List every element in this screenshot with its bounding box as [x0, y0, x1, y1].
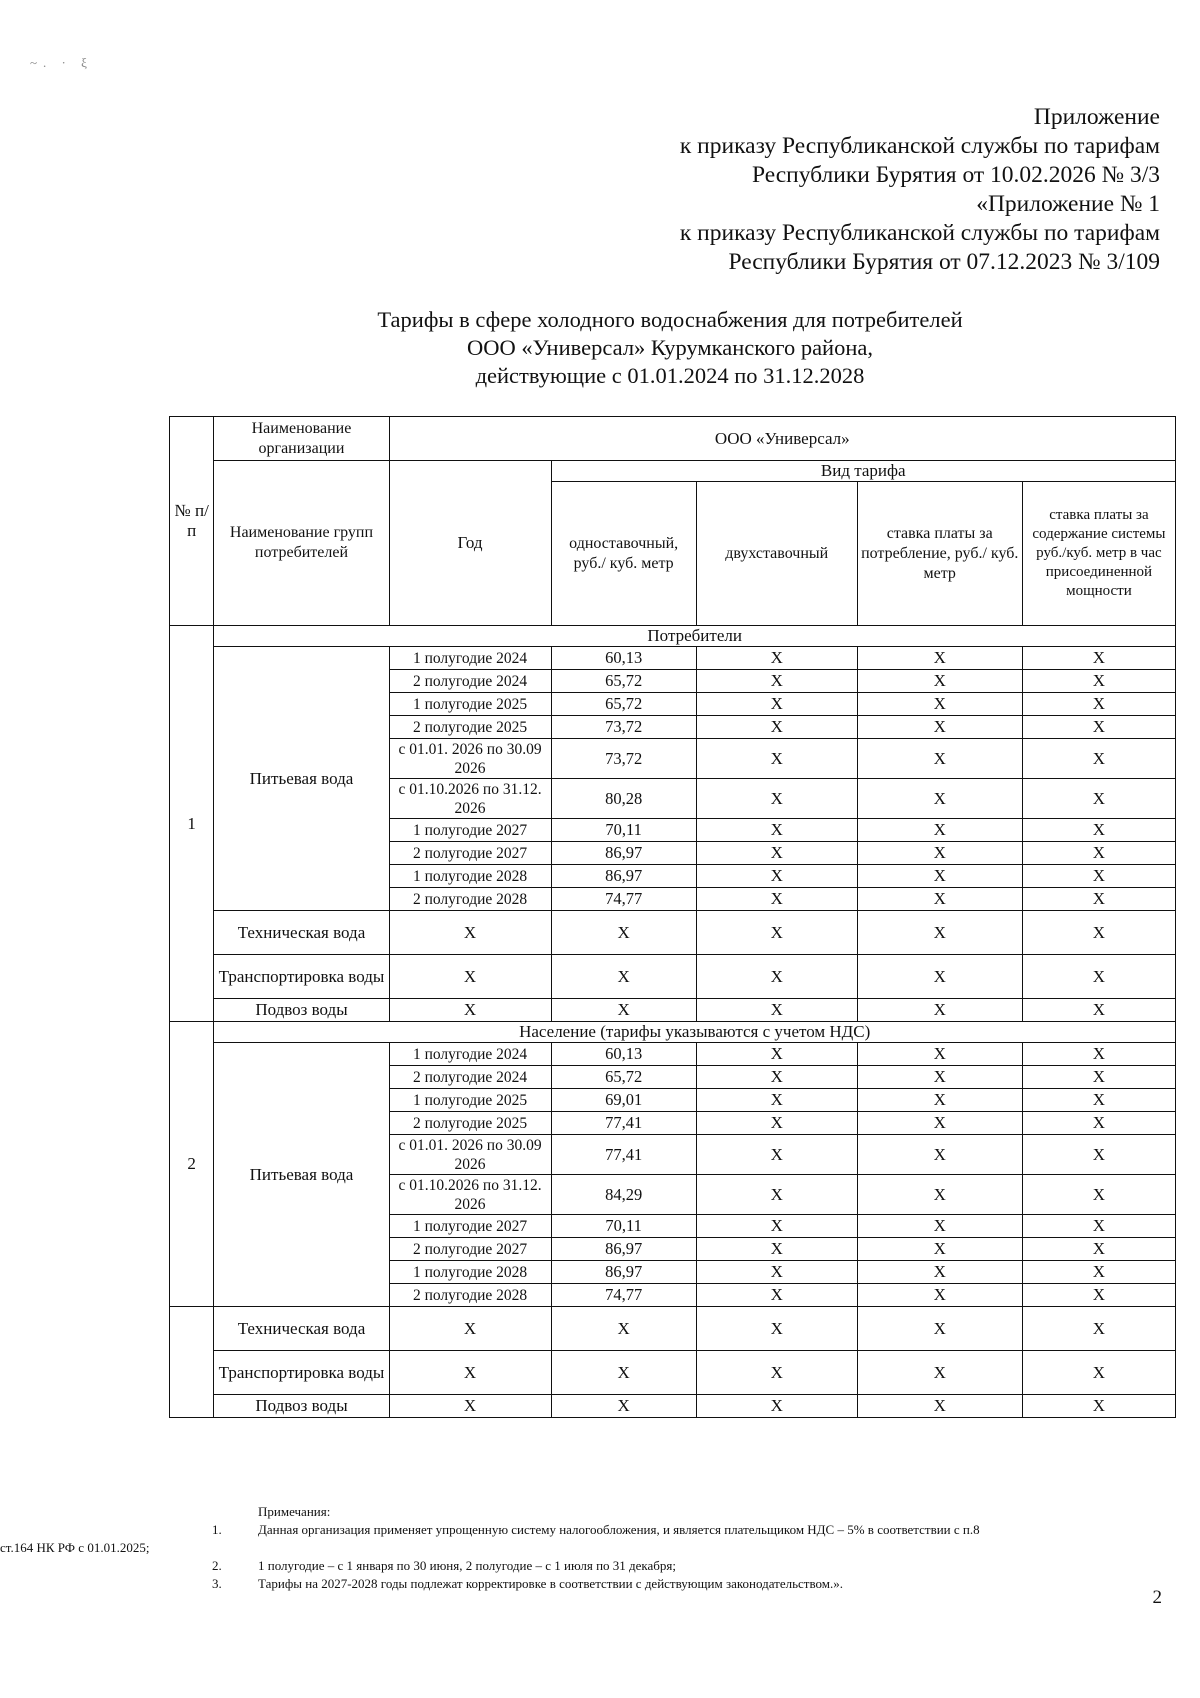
single-rate-value: 70,11: [551, 1215, 696, 1238]
period-cell: 1 полугодие 2025: [389, 1089, 551, 1112]
capacity-rate-value: X: [1022, 819, 1175, 842]
two-rate-value: X: [696, 1066, 857, 1089]
consumption-rate-value: X: [857, 670, 1022, 693]
capacity-rate-value: X: [1022, 1112, 1175, 1135]
period-cell: 2 полугодие 2028: [389, 888, 551, 911]
header-line: Республики Бурятия от 10.02.2026 № 3/3: [751, 162, 1160, 188]
single-rate-value: 73,72: [551, 716, 696, 739]
period-cell: 1 полугодие 2027: [389, 819, 551, 842]
section-number: 1: [170, 626, 214, 1022]
two-rate-value: X: [696, 1261, 857, 1284]
two-rate-value: X: [696, 670, 857, 693]
note-item: [0, 1521, 1176, 1557]
note-number: 1.: [212, 1522, 222, 1537]
header-line: к приказу Республиканской службы по тарифам: [679, 220, 1160, 246]
note-item: [186, 1575, 1176, 1593]
table-row: [170, 647, 1176, 670]
single-rate-value: 65,72: [551, 693, 696, 716]
period-cell: 2 полугодие 2027: [389, 842, 551, 865]
two-rate-value: X: [696, 1175, 857, 1215]
period-cell: с 01.01. 2026 по 30.09 2026: [389, 739, 551, 779]
tariff-table: [169, 416, 1176, 1418]
single-rate-value: 60,13: [551, 1043, 696, 1066]
single-rate-value: 86,97: [551, 1261, 696, 1284]
capacity-rate-value: X: [1022, 693, 1175, 716]
single-rate-value: 74,77: [551, 888, 696, 911]
group-drinking-water: Питьевая вода: [214, 1043, 389, 1307]
two-rate-value: X: [696, 647, 857, 670]
capacity-rate-value: X: [1022, 739, 1175, 779]
single-rate-value: 84,29: [551, 1175, 696, 1215]
consumption-rate-header: ставка платы за потребление, руб./ куб. метр: [857, 482, 1022, 626]
consumption-rate-value: X: [857, 779, 1022, 819]
group-label: Техническая вода: [214, 1307, 389, 1351]
capacity-rate-header: ставка платы за содержание системы руб./куб. метр в час присоединенной мощности: [1022, 482, 1175, 626]
note-number: 2.: [212, 1558, 222, 1573]
consumption-rate-value: X: [857, 647, 1022, 670]
capacity-rate-value: X: [1022, 1284, 1175, 1307]
single-rate-value: 77,41: [551, 1112, 696, 1135]
period-cell: 2 полугодие 2025: [389, 716, 551, 739]
capacity-rate-value: X: [1022, 999, 1175, 1022]
group-drinking-water: Питьевая вода: [214, 647, 389, 911]
two-rate-value: X: [696, 693, 857, 716]
notes-heading: Примечания:: [258, 1504, 331, 1519]
single-rate-value: X: [551, 1351, 696, 1395]
capacity-rate-value: X: [1022, 1238, 1175, 1261]
single-rate-value: 86,97: [551, 865, 696, 888]
table-row: [170, 999, 1176, 1022]
single-rate-value: 80,28: [551, 779, 696, 819]
two-rate-value: X: [696, 819, 857, 842]
capacity-rate-value: X: [1022, 670, 1175, 693]
table-row: [170, 1351, 1176, 1395]
period-cell: 1 полугодие 2028: [389, 865, 551, 888]
consumption-rate-value: X: [857, 819, 1022, 842]
table-row: [170, 1395, 1176, 1418]
single-rate-value: 65,72: [551, 1066, 696, 1089]
period-cell: 1 полугодие 2024: [389, 1043, 551, 1066]
two-rate-value: X: [696, 739, 857, 779]
consumption-rate-value: X: [857, 842, 1022, 865]
capacity-rate-value: X: [1022, 1215, 1175, 1238]
consumption-rate-value: X: [857, 693, 1022, 716]
consumption-rate-value: X: [857, 1261, 1022, 1284]
consumption-rate-value: X: [857, 1284, 1022, 1307]
consumption-rate-value: X: [857, 1307, 1022, 1351]
page-number: 2: [1152, 1587, 1162, 1608]
title-line: действующие с 01.01.2024 по 31.12.2028: [475, 363, 865, 388]
single-rate-value: 86,97: [551, 1238, 696, 1261]
period-cell: 2 полугодие 2024: [389, 670, 551, 693]
period-cell: 2 полугодие 2025: [389, 1112, 551, 1135]
single-rate-value: X: [551, 1395, 696, 1418]
single-rate-value: 69,01: [551, 1089, 696, 1112]
period-cell: 1 полугодие 2027: [389, 1215, 551, 1238]
single-rate-value: X: [551, 911, 696, 955]
two-rate-header: двухставочный: [696, 482, 857, 626]
note-text: Тарифы на 2027-2028 годы подлежат корректировке в соответствии с действующим законодательством.».: [258, 1576, 843, 1591]
header-line: к приказу Республиканской службы по тарифам: [679, 133, 1160, 159]
year-value: X: [389, 1351, 551, 1395]
tariff-kind-header: Вид тарифа: [551, 461, 1175, 482]
capacity-rate-value: X: [1022, 911, 1175, 955]
two-rate-value: X: [696, 779, 857, 819]
consumption-rate-value: X: [857, 865, 1022, 888]
capacity-rate-value: X: [1022, 1066, 1175, 1089]
period-cell: 2 полугодие 2027: [389, 1238, 551, 1261]
capacity-rate-value: X: [1022, 1043, 1175, 1066]
two-rate-value: X: [696, 842, 857, 865]
single-rate-value: 74,77: [551, 1284, 696, 1307]
note-text-continued: ст.164 НК РФ с 01.01.2025;: [0, 1540, 150, 1555]
table-row: [170, 1307, 1176, 1351]
period-cell: с 01.01. 2026 по 30.09 2026: [389, 1135, 551, 1175]
groups-label-header: Наименование групп потребителей: [214, 461, 389, 626]
consumption-rate-value: X: [857, 1112, 1022, 1135]
year-value: X: [389, 1395, 551, 1418]
year-value: X: [389, 999, 551, 1022]
capacity-rate-value: X: [1022, 647, 1175, 670]
notes: [0, 1503, 1176, 1593]
two-rate-value: X: [696, 716, 857, 739]
two-rate-value: X: [696, 888, 857, 911]
two-rate-value: X: [696, 911, 857, 955]
single-rate-value: 70,11: [551, 819, 696, 842]
header-line: «Приложение № 1: [976, 191, 1160, 217]
two-rate-value: X: [696, 1135, 857, 1175]
year-value: X: [389, 955, 551, 999]
year-value: X: [389, 1307, 551, 1351]
table-row: [170, 955, 1176, 999]
consumption-rate-value: X: [857, 999, 1022, 1022]
section-title-row: [170, 1022, 1176, 1043]
consumption-rate-value: X: [857, 1238, 1022, 1261]
capacity-rate-value: X: [1022, 888, 1175, 911]
col-number-header: № п/п: [170, 417, 214, 626]
consumption-rate-value: X: [857, 1215, 1022, 1238]
table-row: [170, 1043, 1176, 1066]
capacity-rate-value: X: [1022, 716, 1175, 739]
two-rate-value: X: [696, 1395, 857, 1418]
consumption-rate-value: X: [857, 716, 1022, 739]
single-rate-value: 60,13: [551, 647, 696, 670]
single-rate-value: X: [551, 955, 696, 999]
two-rate-value: X: [696, 1112, 857, 1135]
two-rate-value: X: [696, 1284, 857, 1307]
capacity-rate-value: X: [1022, 1089, 1175, 1112]
two-rate-value: X: [696, 1307, 857, 1351]
capacity-rate-value: X: [1022, 779, 1175, 819]
section-title: Потребители: [214, 626, 1176, 647]
two-rate-value: X: [696, 1215, 857, 1238]
capacity-rate-value: X: [1022, 1175, 1175, 1215]
section-number-empty: [170, 1307, 214, 1418]
two-rate-value: X: [696, 1043, 857, 1066]
single-rate-value: 73,72: [551, 739, 696, 779]
capacity-rate-value: X: [1022, 955, 1175, 999]
two-rate-value: X: [696, 1089, 857, 1112]
period-cell: 2 полугодие 2024: [389, 1066, 551, 1089]
note-text: Данная организация применяет упрощенную систему налогообложения, и является плательщиком НДС – 5% в соответствии с п.8: [258, 1522, 980, 1537]
org-label-header: Наименование организации: [214, 417, 389, 461]
capacity-rate-value: X: [1022, 1395, 1175, 1418]
table-row: [170, 911, 1176, 955]
consumption-rate-value: X: [857, 955, 1022, 999]
consumption-rate-value: X: [857, 911, 1022, 955]
capacity-rate-value: X: [1022, 1135, 1175, 1175]
group-label: Транспортировка воды: [214, 955, 389, 999]
consumption-rate-value: X: [857, 1066, 1022, 1089]
document-title: [140, 306, 1200, 390]
header-line: Республики Бурятия от 07.12.2023 № 3/109: [728, 249, 1160, 275]
two-rate-value: X: [696, 955, 857, 999]
consumption-rate-value: X: [857, 1135, 1022, 1175]
single-rate-value: X: [551, 999, 696, 1022]
period-cell: 1 полугодие 2024: [389, 647, 551, 670]
section-number: 2: [170, 1022, 214, 1307]
period-cell: с 01.10.2026 по 31.12. 2026: [389, 779, 551, 819]
note-item: [186, 1557, 1176, 1575]
two-rate-value: X: [696, 1351, 857, 1395]
capacity-rate-value: X: [1022, 1351, 1175, 1395]
two-rate-value: X: [696, 1238, 857, 1261]
document-header: [460, 103, 1160, 277]
period-cell: с 01.10.2026 по 31.12. 2026: [389, 1175, 551, 1215]
scan-artifact: ~. · ξ: [30, 55, 93, 70]
group-label: Подвоз воды: [214, 1395, 389, 1418]
single-rate-value: 65,72: [551, 670, 696, 693]
section-title-row: [170, 626, 1176, 647]
single-rate-value: X: [551, 1307, 696, 1351]
two-rate-value: X: [696, 999, 857, 1022]
year-header: Год: [389, 461, 551, 626]
consumption-rate-value: X: [857, 888, 1022, 911]
consumption-rate-value: X: [857, 739, 1022, 779]
consumption-rate-value: X: [857, 1043, 1022, 1066]
group-label: Транспортировка воды: [214, 1351, 389, 1395]
period-cell: 1 полугодие 2028: [389, 1261, 551, 1284]
single-rate-header: одноставочный, руб./ куб. метр: [551, 482, 696, 626]
section-title: Население (тарифы указываются с учетом НДС): [214, 1022, 1176, 1043]
year-value: X: [389, 911, 551, 955]
title-line: ООО «Универсал» Курумканского района,: [466, 335, 873, 360]
header-line: Приложение: [1033, 104, 1160, 130]
period-cell: 1 полугодие 2025: [389, 693, 551, 716]
consumption-rate-value: X: [857, 1175, 1022, 1215]
capacity-rate-value: X: [1022, 842, 1175, 865]
capacity-rate-value: X: [1022, 865, 1175, 888]
capacity-rate-value: X: [1022, 1261, 1175, 1284]
capacity-rate-value: X: [1022, 1307, 1175, 1351]
note-number: 3.: [212, 1576, 222, 1591]
single-rate-value: 86,97: [551, 842, 696, 865]
note-text: 1 полугодие – с 1 января по 30 июня, 2 полугодие – с 1 июля по 31 декабря;: [258, 1558, 676, 1573]
org-name-header: ООО «Универсал»: [389, 417, 1175, 461]
consumption-rate-value: X: [857, 1395, 1022, 1418]
single-rate-value: 77,41: [551, 1135, 696, 1175]
period-cell: 2 полугодие 2028: [389, 1284, 551, 1307]
consumption-rate-value: X: [857, 1089, 1022, 1112]
group-label: Подвоз воды: [214, 999, 389, 1022]
group-label: Техническая вода: [214, 911, 389, 955]
consumption-rate-value: X: [857, 1351, 1022, 1395]
title-line: Тарифы в сфере холодного водоснабжения для потребителей: [377, 307, 963, 332]
two-rate-value: X: [696, 865, 857, 888]
